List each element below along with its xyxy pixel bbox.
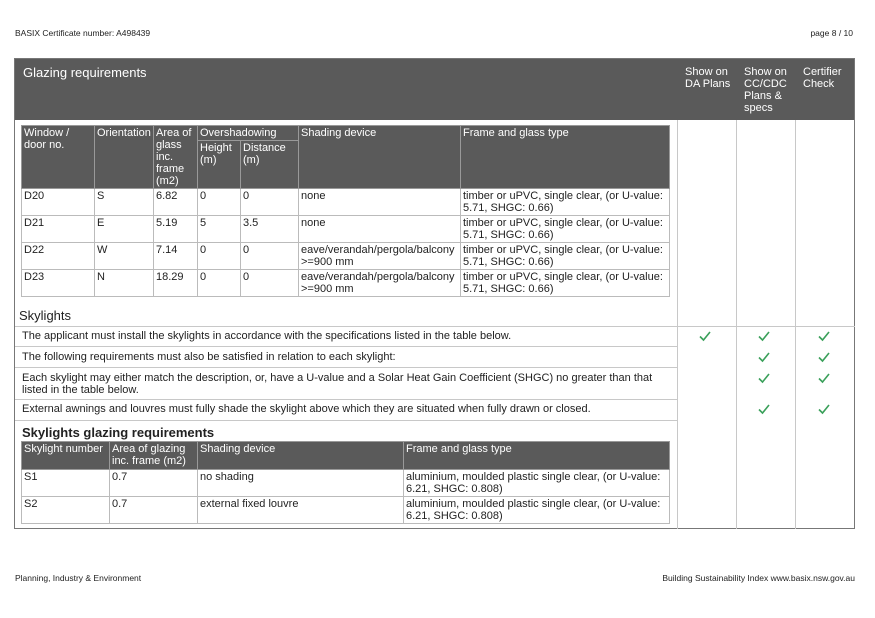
header-overshadowing: Overshadowing [198, 126, 299, 141]
cell-skylight-area: 0.7 [110, 470, 198, 497]
cell-orientation: W [95, 243, 154, 270]
page-number: page 8 / 10 [810, 28, 853, 38]
cell-window: D21 [22, 216, 95, 243]
cell-skylight-shading: external fixed louvre [198, 497, 404, 524]
cell-window: D20 [22, 189, 95, 216]
cell-frame: timber or uPVC, single clear, (or U-value: 5.71, SHGC: 0.66) [461, 270, 670, 297]
cell-area: 6.82 [154, 189, 198, 216]
cell-frame: timber or uPVC, single clear, (or U-value: 5.71, SHGC: 0.66) [461, 189, 670, 216]
divider [736, 120, 737, 529]
check-icon [817, 371, 831, 385]
header-skylight-area: Area of glazing inc. frame (m2) [110, 442, 198, 470]
table-row [22, 243, 670, 270]
cell-skylight-area: 0.7 [110, 497, 198, 524]
check-icon [817, 350, 831, 364]
cell-area: 7.14 [154, 243, 198, 270]
header-area: Area of glass inc. frame (m2) [154, 126, 198, 189]
cell-shading: eave/verandah/pergola/balcony >=900 mm [299, 270, 461, 297]
skylights-title: Skylights [19, 308, 72, 323]
check-icon [817, 402, 831, 416]
section-header [15, 59, 854, 120]
check-icon [757, 329, 771, 343]
table-row [22, 497, 670, 524]
cell-skylight-frame: aluminium, moulded plastic single clear, (or U-value: 6.21, SHGC: 0.808) [404, 470, 670, 497]
cell-area: 5.19 [154, 216, 198, 243]
cell-distance: 0 [241, 270, 299, 297]
cell-orientation: E [95, 216, 154, 243]
section-title: Glazing requirements [23, 65, 147, 80]
table-row [22, 470, 670, 497]
col-show-cc: Show on CC/CDC Plans & specs [744, 66, 787, 114]
header-skylight-shading: Shading device [198, 442, 404, 470]
table-row [22, 216, 670, 243]
glazing-table [21, 125, 670, 297]
header-window: Window / door no. [22, 126, 95, 189]
divider [15, 326, 855, 327]
divider [15, 346, 677, 347]
cell-shading: eave/verandah/pergola/balcony >=900 mm [299, 243, 461, 270]
cell-shading: none [299, 189, 461, 216]
cell-skylight-number: S2 [22, 497, 110, 524]
certificate-number: BASIX Certificate number: A498439 [15, 28, 151, 38]
requirement-text: External awnings and louvres must fully shade the skylight above which they are situated when fully drawn or closed. [22, 403, 591, 415]
glazing-panel [14, 58, 855, 529]
header-skylight-number: Skylight number [22, 442, 110, 470]
cell-window: D22 [22, 243, 95, 270]
cell-skylight-frame: aluminium, moulded plastic single clear, (or U-value: 6.21, SHGC: 0.808) [404, 497, 670, 524]
cell-window: D23 [22, 270, 95, 297]
footer-department: Planning, Industry & Environment [15, 573, 142, 583]
divider [15, 399, 677, 400]
divider [677, 120, 678, 529]
cell-height: 0 [198, 243, 241, 270]
header-shading: Shading device [299, 126, 461, 189]
cell-distance: 0 [241, 243, 299, 270]
cell-distance: 3.5 [241, 216, 299, 243]
requirement-text: The following requirements must also be satisfied in relation to each skylight: [22, 351, 396, 363]
header-orientation: Orientation [95, 126, 154, 189]
cell-height: 5 [198, 216, 241, 243]
table-row [22, 189, 670, 216]
requirement-text: Each skylight may either match the description, or, have a U-value and a Solar Heat Gain Coefficient (SHGC) no greater than that listed in the table below. [22, 372, 653, 396]
divider [15, 420, 677, 421]
cell-frame: timber or uPVC, single clear, (or U-value: 5.71, SHGC: 0.66) [461, 243, 670, 270]
skylights-table [21, 441, 670, 524]
header-frame: Frame and glass type [461, 126, 670, 189]
requirement-text: The applicant must install the skylights in accordance with the specifications listed in the table below. [22, 330, 512, 342]
check-icon [757, 371, 771, 385]
cell-shading: none [299, 216, 461, 243]
footer-site: Building Sustainability Index www.basix.nsw.gov.au [662, 573, 855, 583]
skylights-glazing-title: Skylights glazing requirements [22, 425, 215, 440]
cell-area: 18.29 [154, 270, 198, 297]
cell-distance: 0 [241, 189, 299, 216]
header-height: Height (m) [198, 141, 241, 189]
check-icon [698, 329, 712, 343]
col-show-da: Show on DA Plans [685, 66, 731, 90]
cell-orientation: N [95, 270, 154, 297]
cell-orientation: S [95, 189, 154, 216]
divider [795, 120, 796, 529]
table-row [22, 270, 670, 297]
header-distance: Distance (m) [241, 141, 299, 189]
check-icon [757, 350, 771, 364]
cell-frame: timber or uPVC, single clear, (or U-value: 5.71, SHGC: 0.66) [461, 216, 670, 243]
check-icon [757, 402, 771, 416]
cell-skylight-shading: no shading [198, 470, 404, 497]
cell-height: 0 [198, 270, 241, 297]
header-skylight-frame: Frame and glass type [404, 442, 670, 470]
col-certifier: Certifier Check [803, 66, 842, 90]
cell-height: 0 [198, 189, 241, 216]
check-icon [817, 329, 831, 343]
divider [15, 367, 677, 368]
cell-skylight-number: S1 [22, 470, 110, 497]
